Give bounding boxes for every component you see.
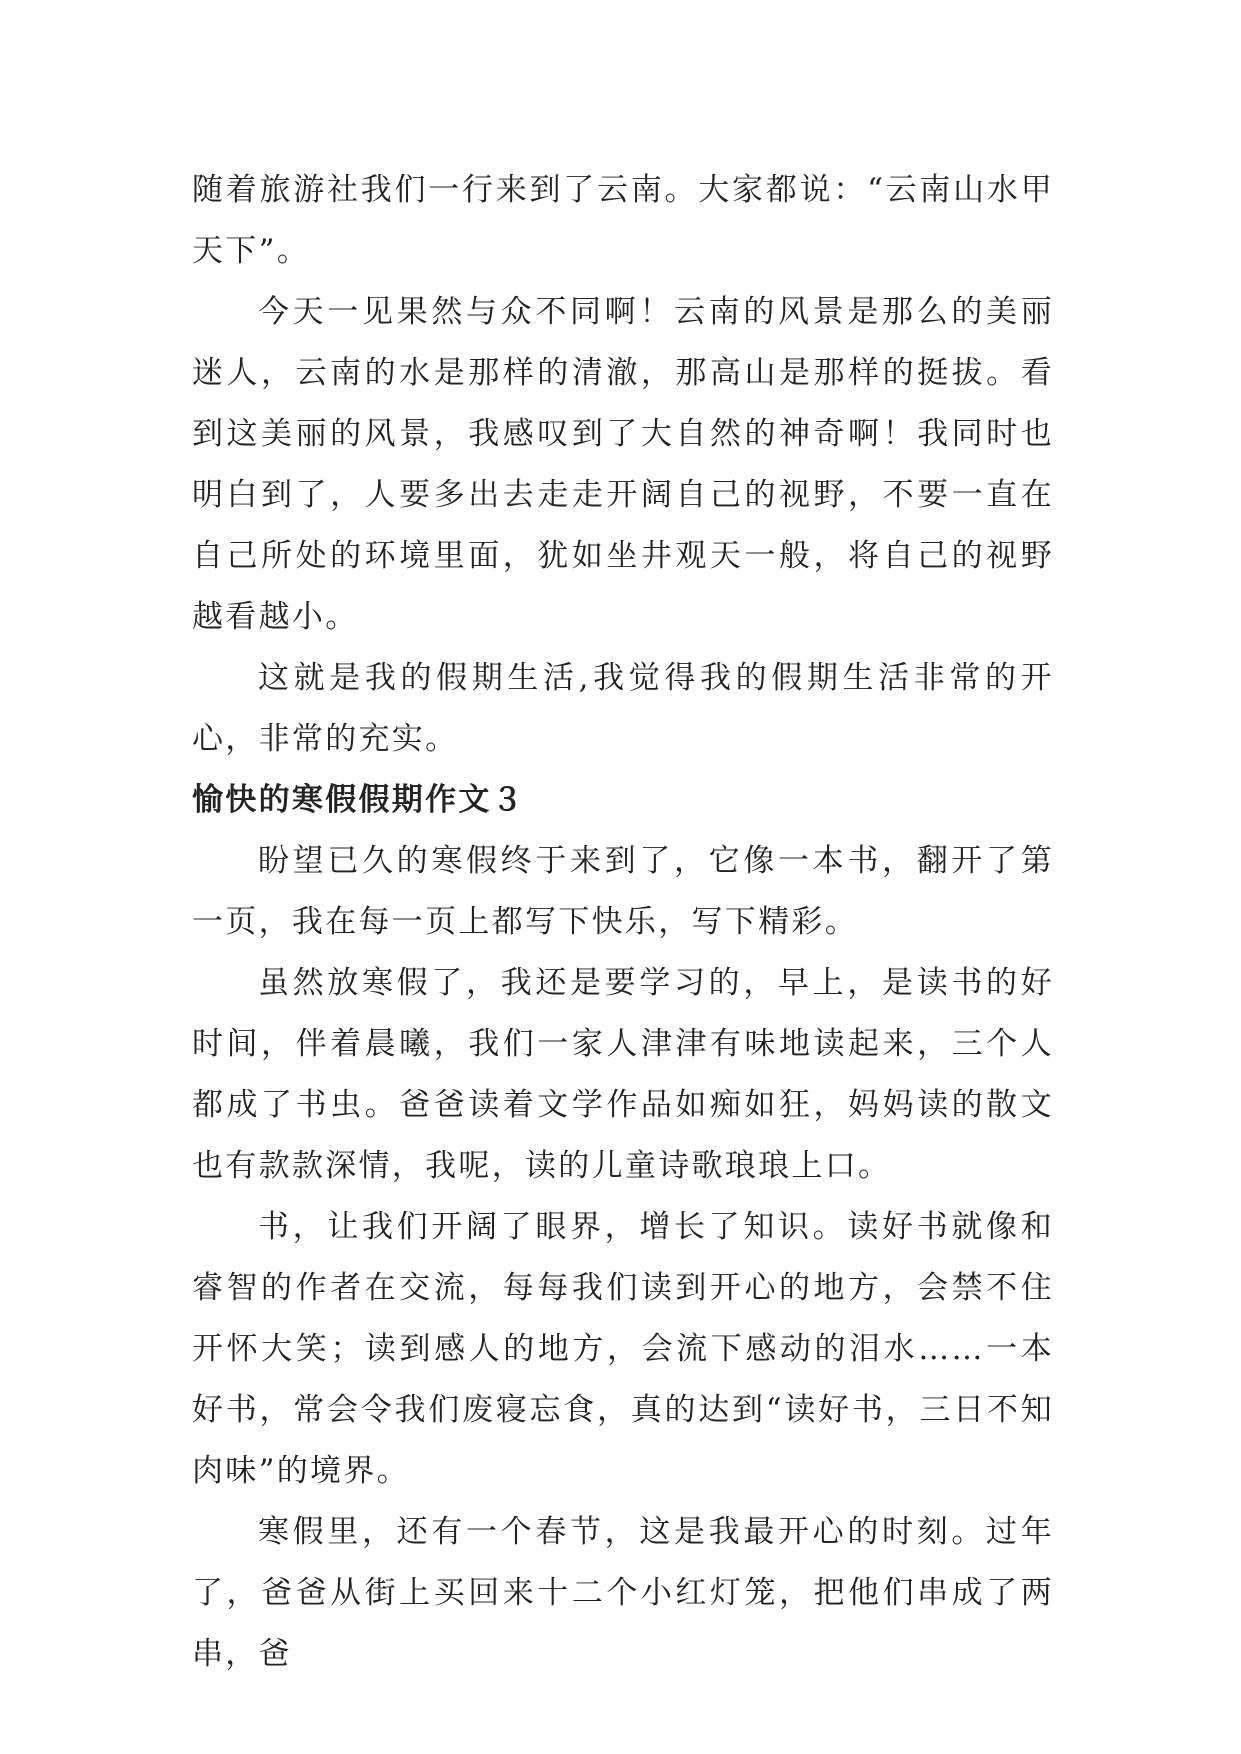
paragraph-spring-festival: 寒假里，还有一个春节，这是我最开心的时刻。过年了，爸爸从街上买回来十二个小红灯笼，把他们串成了两串，爸: [192, 1514, 1054, 1672]
paragraph-winter-break-intro: 盼望已久的寒假终于来到了，它像一本书，翻开了第一页，我在每一页上都写下快乐，写下精彩。: [192, 843, 1054, 940]
section-title: 愉快的寒假假期作文３: [192, 782, 525, 818]
paragraph-yunnan-scenery: 今天一见果然与众不同啊！云南的风景是那么的美丽迷人，云南的水是那样的清澈，那高山是那样的挺拔。看到这美丽的风景，我感叹到了大自然的神奇啊！我同时也明白到了，人要多出去走走开阔自己的视野，不要一直在自己所处的环境里面，犹如坐井观天一般，将自己的视野越看越小。: [192, 294, 1054, 635]
document-page: [192, 160, 1054, 1685]
paragraph-holiday-summary: 这就是我的假期生活,我觉得我的假期生活非常的开心，非常的充实。: [192, 660, 1054, 757]
paragraph-morning-reading: 虽然放寒假了，我还是要学习的，早上，是读书的好时间，伴着晨曦，我们一家人津津有味地读起来，三个人都成了书虫。爸爸读着文学作品如痴如狂，妈妈读的散文也有款款深情，我呢，读的儿童诗歌琅琅上口。: [192, 965, 1054, 1184]
paragraph-yunnan-arrival: 随着旅游社我们一行来到了云南。大家都说：“云南山水甲天下”。: [192, 172, 1054, 269]
paragraph-books: 书，让我们开阔了眼界，增长了知识。读好书就像和睿智的作者在交流，每每我们读到开心的地方，会禁不住开怀大笑；读到感人的地方，会流下感动的泪水……一本好书，常会令我们废寝忘食，真的达到“读好书，三日不知肉味”的境界。: [192, 1209, 1054, 1489]
